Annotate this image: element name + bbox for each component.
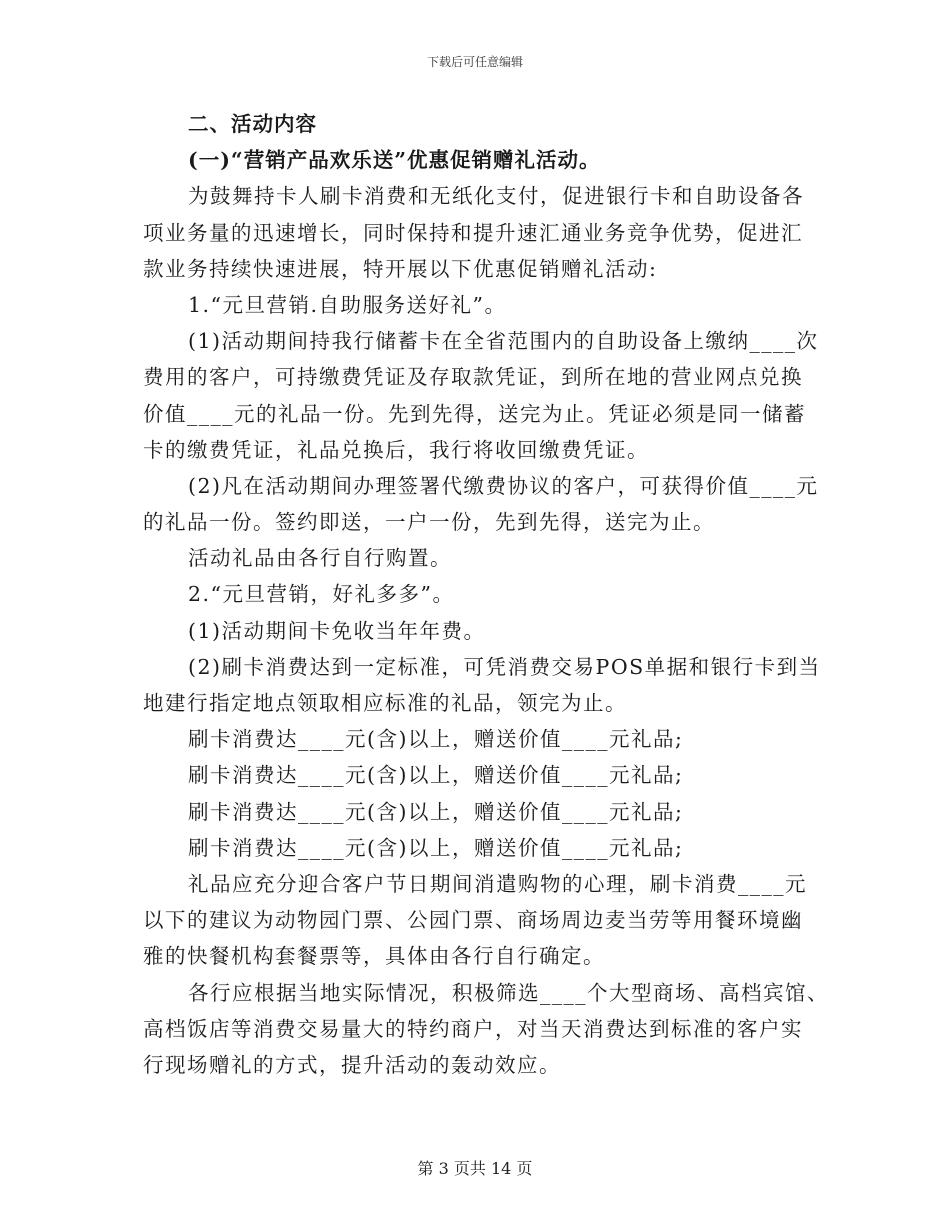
paragraph-line: (2)凡在活动期间办理签署代缴费协议的客户，可获得价值____元	[188, 473, 819, 498]
paragraph-line: 活动礼品由各行自行购置。	[188, 546, 452, 571]
paragraph-line: (1)活动期间卡免收当年年费。	[188, 618, 486, 643]
paragraph-line: 行现场赠礼的方式，提升活动的轰动效应。	[143, 1052, 561, 1077]
paragraph-line: 地建行指定地点领取相应标准的礼品，领完为止。	[143, 691, 627, 715]
paragraph-line: 价值____元的礼品一份。先到先得，送完为止。凭证必须是同一储蓄	[143, 401, 806, 426]
reward-tier-line: 刷卡消费达____元(含)以上，赠送价值____元礼品;	[188, 727, 684, 752]
page-header: 下载后可任意编辑	[426, 55, 523, 69]
subsection-heading: (一)“营销产品欢乐送”优惠促销赠礼活动。	[188, 148, 601, 173]
paragraph-line: 款业务持续快速进展，特开展以下优惠促销赠礼活动:	[143, 256, 658, 281]
document-body	[143, 106, 829, 1083]
reward-tier-line: 刷卡消费达____元(含)以上，赠送价值____元礼品;	[188, 835, 684, 860]
item-heading: 2.“元旦营销，好礼多多”。	[188, 582, 455, 607]
item-heading: 1.“元旦营销.自助服务送好礼”。	[188, 292, 507, 317]
paragraph-line: 为鼓舞持卡人刷卡消费和无纸化支付，促进银行卡和自助设备各	[188, 184, 804, 209]
paragraph-line: 雅的快餐机构套餐票等，具体由各行自行确定。	[143, 944, 605, 969]
section-heading: 二、活动内容	[188, 112, 317, 136]
paragraph-line: 礼品应充分迎合客户节日期间消遣购物的心理，刷卡消费____元	[188, 871, 807, 896]
paragraph-line: (1)活动期间持我行储蓄卡在全省范围内的自助设备上缴纳____次	[188, 329, 819, 354]
paragraph-line: 各行应根据当地实际情况，积极筛选____个大型商场、高档宾馆、	[188, 980, 829, 1005]
paragraph-line: 的礼品一份。签约即送，一户一份，先到先得，送完为止。	[143, 510, 715, 535]
paragraph-line: 以下的建议为动物园门票、公园门票、商场周边麦当劳等用餐环境幽	[143, 908, 803, 933]
paragraph-line: 高档饭店等消费交易量大的特约商户，对当天消费达到标准的客户实	[143, 1016, 803, 1041]
page-footer: 第 3 页共 14 页	[417, 1159, 533, 1178]
paragraph-line: 费用的客户，可持缴费凭证及存取款凭证，到所在地的营业网点兑换	[143, 365, 803, 390]
paragraph-line: 项业务量的迅速增长，同时保持和提升速汇通业务竞争优势，促进汇	[143, 220, 803, 245]
paragraph-line: 卡的缴费凭证，礼品兑换后，我行将收回缴费凭证。	[143, 437, 649, 462]
paragraph-line: (2)刷卡消费达到一定标准，可凭消费交易POS单据和银行卡到当	[188, 654, 821, 679]
reward-tier-line: 刷卡消费达____元(含)以上，赠送价值____元礼品;	[188, 763, 684, 788]
reward-tier-line: 刷卡消费达____元(含)以上，赠送价值____元礼品;	[188, 799, 684, 824]
